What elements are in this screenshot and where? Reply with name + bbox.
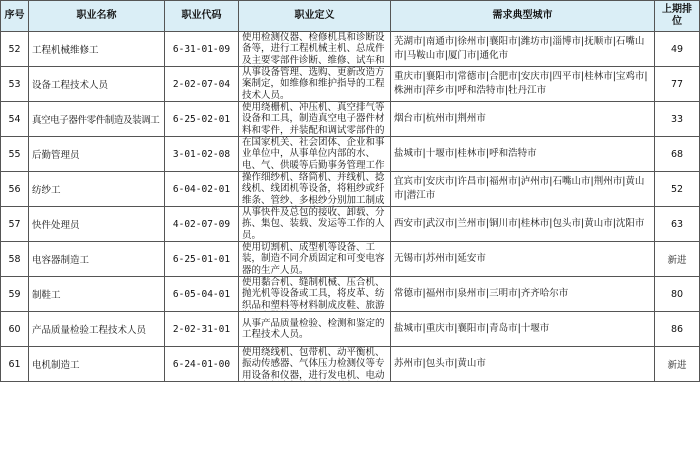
table-row [1, 32, 700, 67]
cell-code: 6-04-02-01 [165, 172, 239, 207]
header-code: 职业代码 [165, 1, 239, 32]
cell-cities: 盐城市|十堰市|桂林市|呼和浩特市 [394, 148, 537, 159]
cell-name: 设备工程技术人员 [29, 67, 165, 102]
cell-rank: 77 [655, 67, 700, 102]
cell-name: 电机制造工 [29, 347, 165, 382]
cell-seq: 54 [1, 102, 29, 137]
table-row [1, 242, 700, 277]
table-row [1, 277, 700, 312]
cell-seq: 59 [1, 277, 29, 312]
cell-cities: 常德市|福州市|泉州市|三明市|齐齐哈尔市 [394, 288, 569, 299]
cell-definition: 使用检测仪器、检修机具和诊断设备等，进行工程机械主机、总成件及主要零部件诊断、维修、试车和 [242, 32, 385, 66]
cell-code: 6-25-02-01 [165, 102, 239, 137]
cell-seq: 52 [1, 32, 29, 67]
cell-rank: 86 [655, 312, 700, 347]
cell-code: 6-31-01-09 [165, 32, 239, 67]
cell-rank: 52 [655, 172, 700, 207]
cell-code: 2-02-07-04 [165, 67, 239, 102]
cell-seq: 57 [1, 207, 29, 242]
cell-seq: 53 [1, 67, 29, 102]
cell-name: 产品质量检验工程技术人员 [29, 312, 165, 347]
cell-rank: 新进 [655, 347, 700, 382]
cell-definition: 操作细纱机、络筒机、并线机、捻线机、线团机等设备，将粗纱或纤维条、管纱、多根纱分别加工制成 [242, 172, 385, 206]
table-row [1, 347, 700, 382]
cell-cities: 苏州市|包头市|黄山市 [394, 358, 486, 369]
cell-seq: 55 [1, 137, 29, 172]
header-definition: 职业定义 [239, 1, 391, 32]
cell-cities: 烟台市|杭州市|荆州市 [394, 113, 486, 124]
cell-cities: 芜湖市|南通市|徐州市|襄阳市|潍坊市|淄博市|抚顺市|石嘴山市|马鞍山市|厦门市|通化市 [394, 36, 645, 61]
cell-seq: 60 [1, 312, 29, 347]
cell-code: 3-01-02-08 [165, 137, 239, 172]
cell-code: 6-25-01-01 [165, 242, 239, 277]
table-row [1, 67, 700, 102]
cell-name: 快件处理员 [29, 207, 165, 242]
cell-seq: 58 [1, 242, 29, 277]
table-row [1, 172, 700, 207]
cell-definition: 使用绕线机、包带机、动平衡机、振动传感器、气体压力检测仪等专用设备和仪器，进行发电机、电动 [242, 347, 385, 381]
cell-name: 纺纱工 [29, 172, 165, 207]
cell-rank: 80 [655, 277, 700, 312]
cell-seq: 56 [1, 172, 29, 207]
cell-definition: 从事产品质量检验、检测和鉴定的工程技术人员。 [242, 317, 385, 340]
table-row [1, 137, 700, 172]
cell-definition: 使用切割机、成型机等设备、工装，制造不同介质固定和可变电容器的生产人员。 [242, 242, 385, 276]
cell-code: 2-02-31-01 [165, 312, 239, 347]
table-row [1, 207, 700, 242]
cell-definition: 从事设备管理、选购、更新改造方案制定，如维修和维护指导的工程技术人员。 [242, 67, 385, 101]
cell-cities: 西安市|武汉市|兰州市|铜川市|桂林市|包头市|黄山市|沈阳市 [394, 218, 645, 229]
cell-definition: 从事快件及总包的接收、卸载、分拣、集包、装载、发运等工作的人员。 [242, 207, 385, 241]
cell-rank: 新进 [655, 242, 700, 277]
cell-code: 4-02-07-09 [165, 207, 239, 242]
cell-name: 电容器制造工 [29, 242, 165, 277]
header-cities: 需求典型城市 [391, 1, 655, 32]
cell-definition: 使用绕栅机、冲压机、真空排气等设备和工具，制造真空电子器件材料和零件，并装配和调试零部件的 [242, 102, 385, 136]
cell-code: 6-05-04-01 [165, 277, 239, 312]
table-row [1, 102, 700, 137]
table-header [1, 1, 700, 32]
cell-definition: 在国家机关、社会团体、企业和事业单位中，从事单位内部的水、电、气、供暖等后勤事务管理工作 [242, 137, 385, 171]
cell-cities: 盐城市|重庆市|襄阳市|青岛市|十堰市 [394, 323, 550, 334]
cell-cities: 宜宾市|安庆市|许昌市|福州市|泸州市|石嘴山市|荆州市|黄山市|潜江市 [394, 176, 645, 201]
cell-code: 6-24-01-00 [165, 347, 239, 382]
table-row [1, 312, 700, 347]
cell-cities: 无锡市|苏州市|延安市 [394, 253, 486, 264]
cell-rank: 33 [655, 102, 700, 137]
cell-rank: 68 [655, 137, 700, 172]
cell-name: 真空电子器件零件制造及装调工 [29, 102, 165, 137]
cell-seq: 61 [1, 347, 29, 382]
cell-rank: 49 [655, 32, 700, 67]
header-seq: 序号 [1, 1, 29, 32]
cell-definition: 使用黏合机、缝制机械、压合机、抛光机等设备或工具，将皮革、纺织品和塑料等材料制成皮鞋、旅游 [242, 277, 385, 311]
header-name: 职业名称 [29, 1, 165, 32]
cell-name: 后勤管理员 [29, 137, 165, 172]
header-rank: 上期排位 [655, 1, 700, 32]
cell-cities: 重庆市|襄阳市|常德市|合肥市|安庆市|四平市|桂林市|宝鸡市|株洲市|萍乡市|呼和浩特市|牡丹江市 [394, 71, 648, 96]
table-body [1, 32, 700, 382]
cell-name: 工程机械维修工 [29, 32, 165, 67]
cell-rank: 63 [655, 207, 700, 242]
cell-name: 制鞋工 [29, 277, 165, 312]
